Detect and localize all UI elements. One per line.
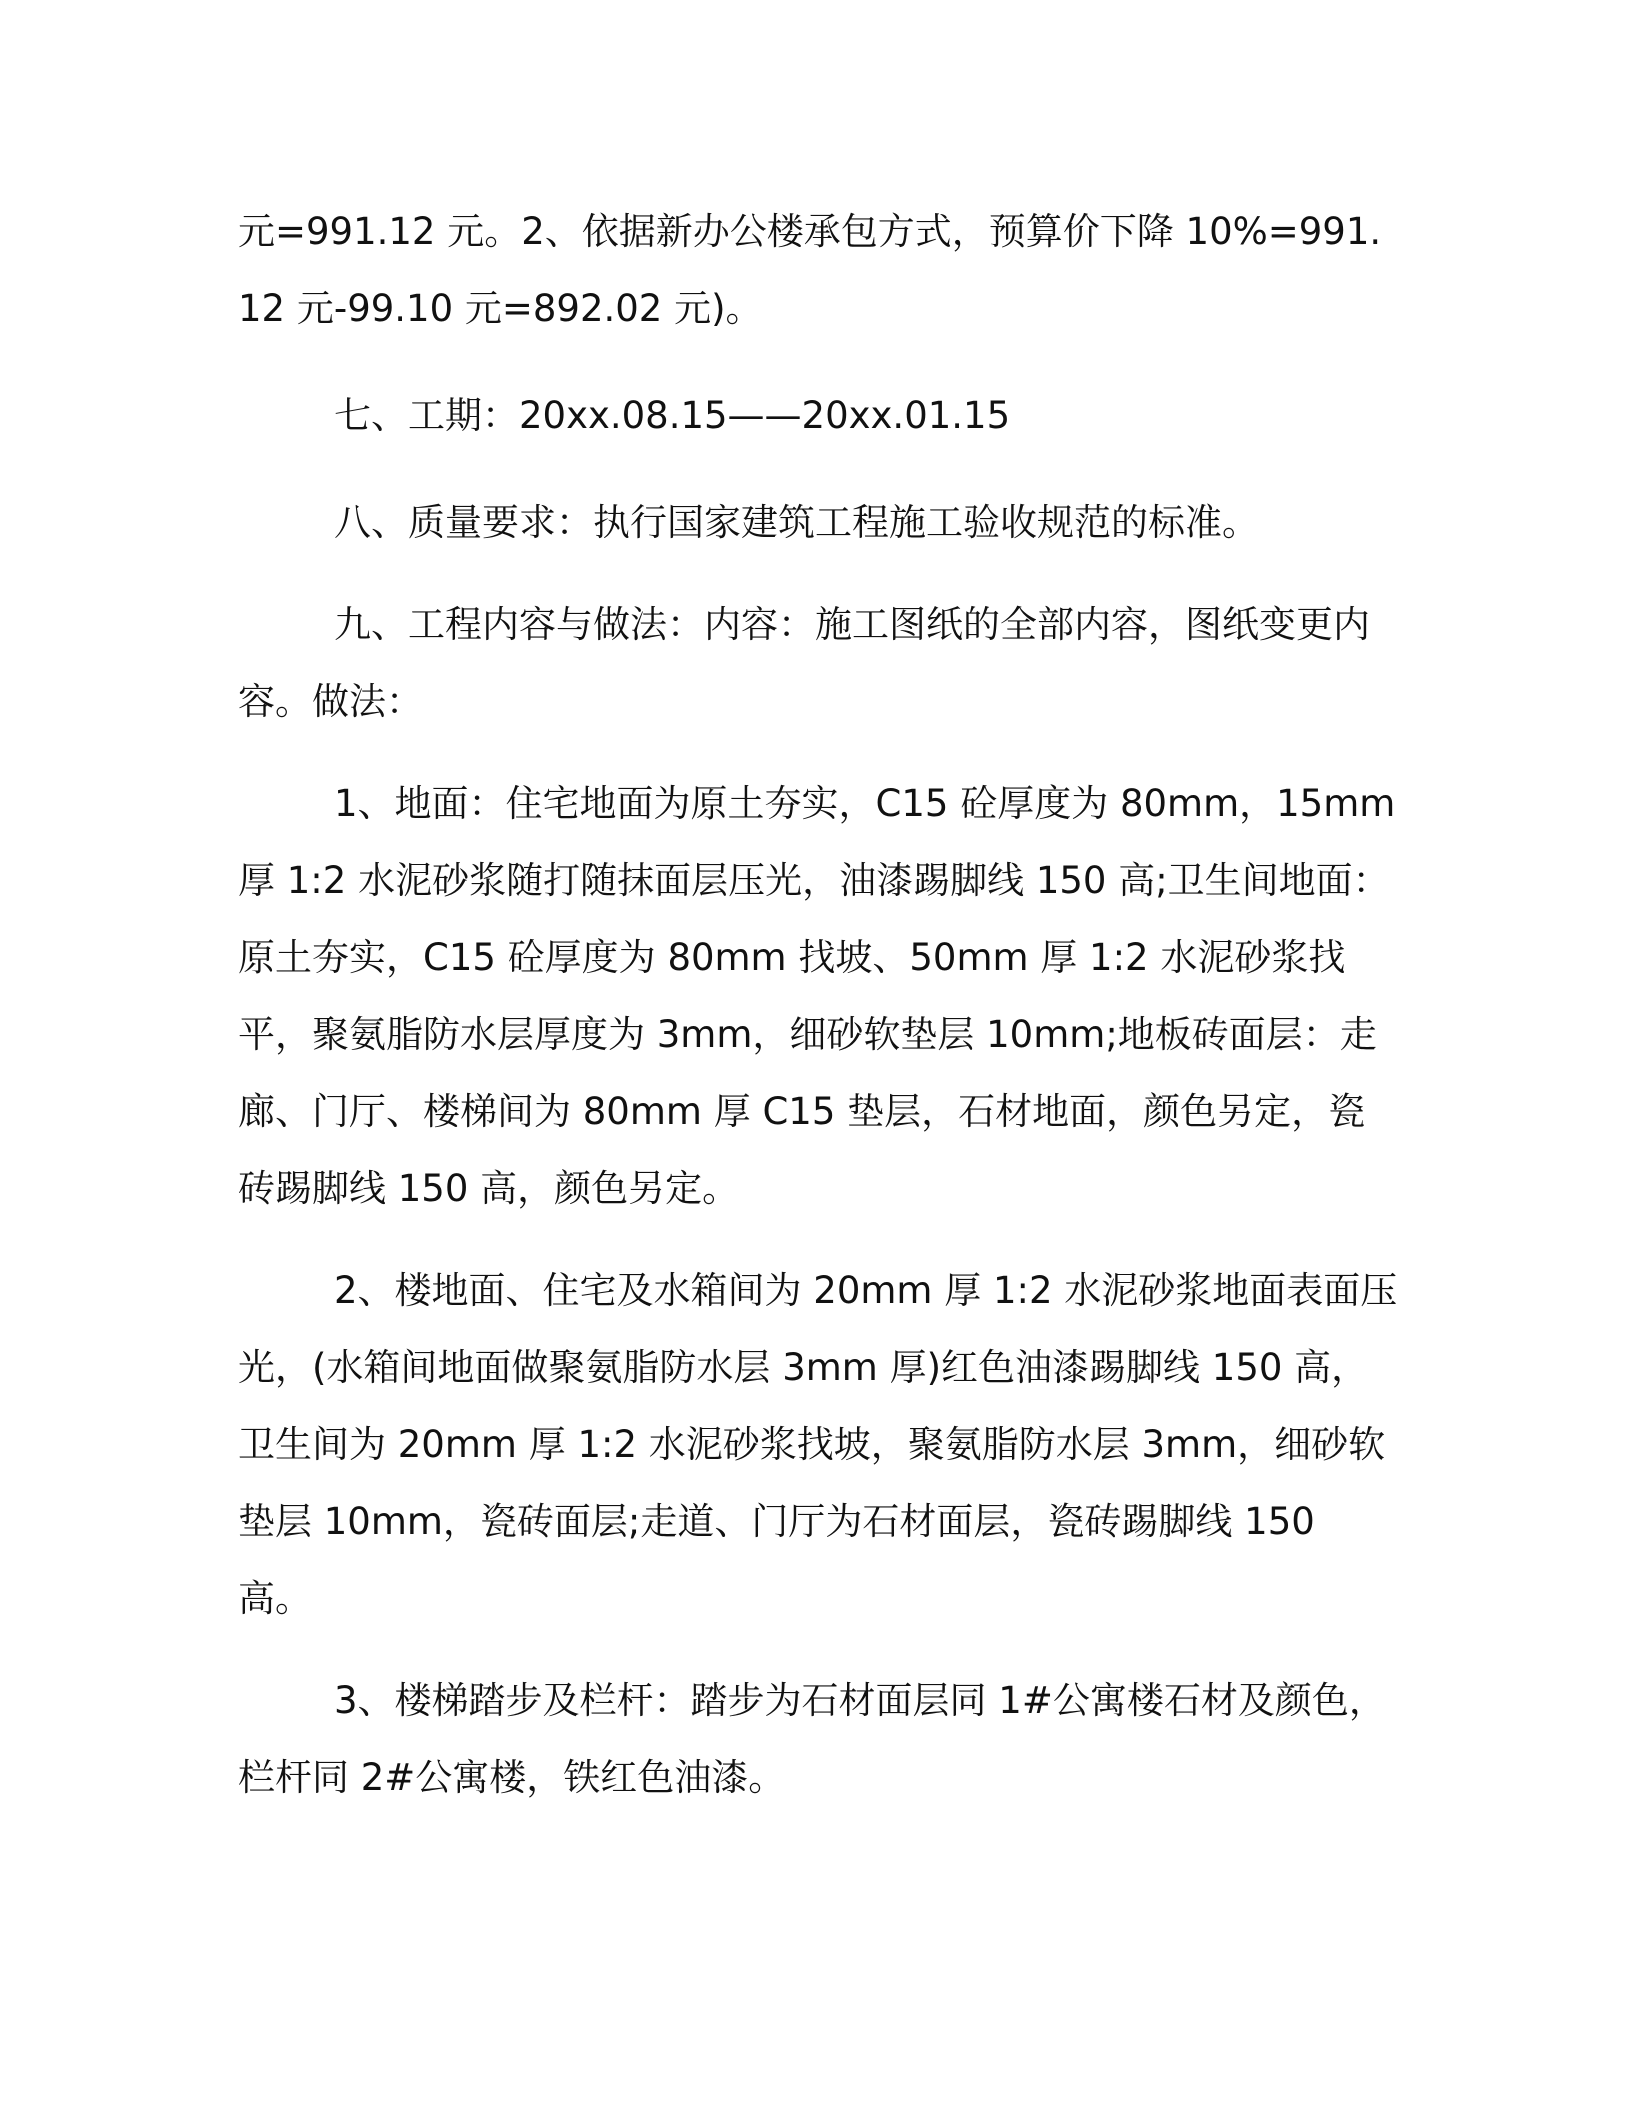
paragraph-construction-period: 七、工期：20xx.08.15——20xx.01.15 [334,394,1011,437]
paragraph-upper-floors: 2、楼地面、住宅及水箱间为 20mm 厚 1:2 水泥砂浆地面表面压光，(水箱间地面做聚氨脂防水层 3mm 厚)红色油漆踢脚线 150 高，卫生间为 20mm 厚 1:2 水泥砂浆找坡，聚氨脂防水层 3mm，细砂软垫层 10mm，瓷砖面层;走道、门厅为石材面层，瓷砖踢脚线 150 高。 [238,1269,1398,1620]
paragraph-work-content: 九、工程内容与做法：内容：施工图纸的全部内容，图纸变更内容。做法： [238,603,1370,723]
paragraph-stairs-railings: 3、楼梯踏步及栏杆：踏步为石材面层同 1#公寓楼石材及颜色，栏杆同 2#公寓楼，铁红色油漆。 [238,1679,1386,1799]
paragraph-ground-floor: 1、地面：住宅地面为原土夯实，C15 砼厚度为 80mm，15mm 厚 1:2 水泥砂浆随打随抹面层压光，油漆踢脚线 150 高;卫生间地面：原土夯实，C15 砼厚度为 80mm 找坡、50mm 厚 1:2 水泥砂浆找平，聚氨脂防水层厚度为 3mm，细砂软垫层 10mm;地板砖面层：走廊、门厅、楼梯间为 80mm 厚 C15 垫层，石材地面，颜色另定，瓷砖踢脚线 150 高，颜色另定。 [238,782,1396,1210]
document-body [238,193,1398,1816]
paragraph-budget-continuation: 元=991.12 元。2、依据新办公楼承包方式，预算价下降 10%=991.12 元-99.10 元=892.02 元)。 [238,210,1382,330]
paragraph-quality-requirement: 八、质量要求：执行国家建筑工程施工验收规范的标准。 [334,501,1259,544]
